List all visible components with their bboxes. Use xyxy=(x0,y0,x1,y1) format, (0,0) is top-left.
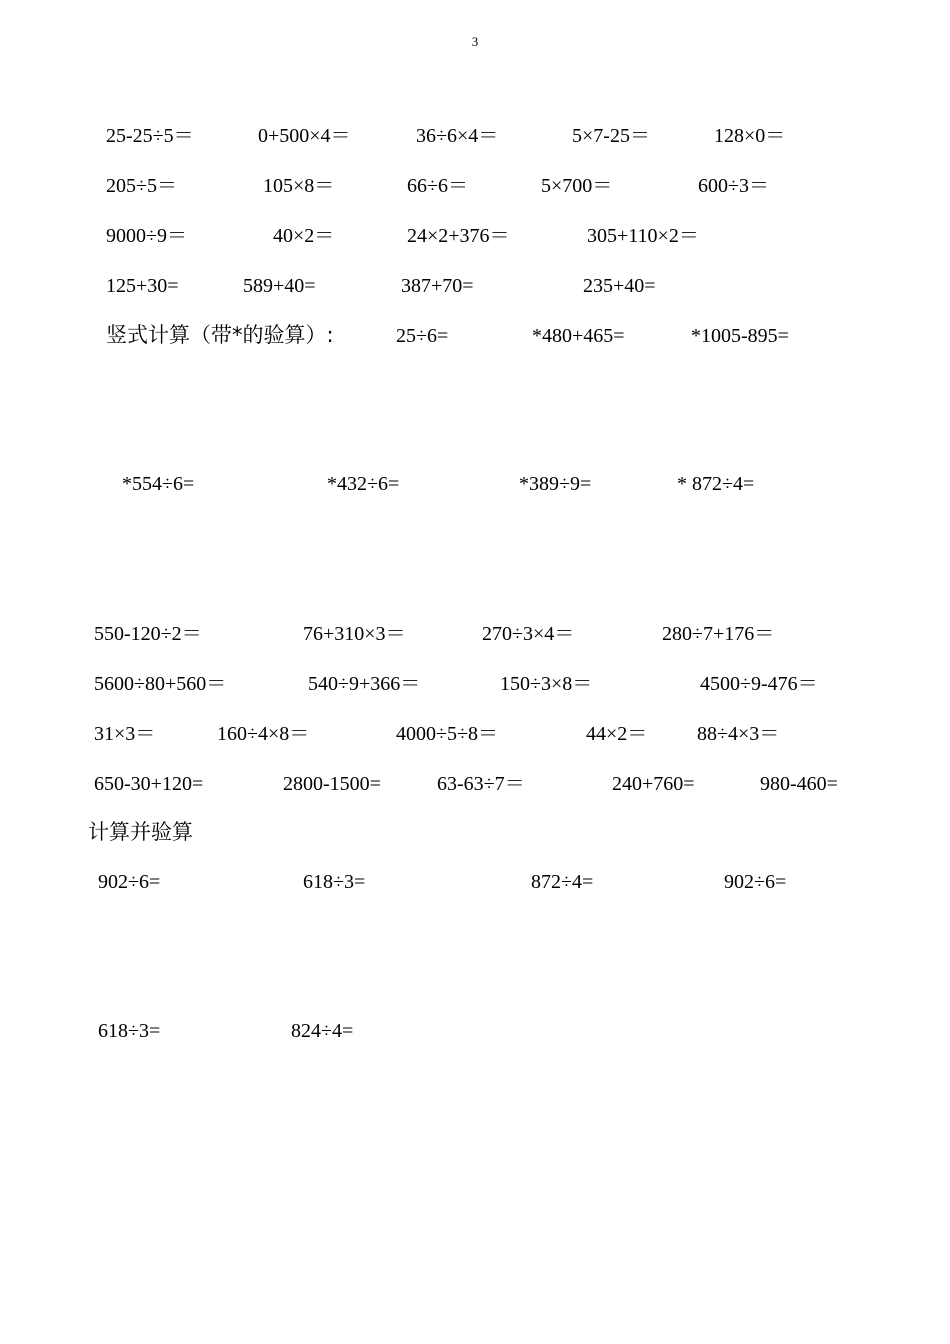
problem: 589+40= xyxy=(243,275,316,297)
problem: 205÷5＝ xyxy=(106,175,177,197)
problem: 618÷3= xyxy=(303,871,366,893)
problem-row xyxy=(0,321,950,351)
problem: 280÷7+176＝ xyxy=(662,623,775,645)
problem: 44×2＝ xyxy=(586,723,648,745)
problem: 76+310×3＝ xyxy=(303,623,406,645)
problem: 618÷3= xyxy=(98,1020,161,1042)
problem: 4500÷9-476＝ xyxy=(700,673,818,695)
problem: 5×700＝ xyxy=(541,175,613,197)
problem: *1005-895= xyxy=(691,325,789,347)
problem: *389÷9= xyxy=(519,473,592,495)
problem: 540÷9+366＝ xyxy=(308,673,421,695)
problem-row xyxy=(0,769,950,799)
problem: 240+760= xyxy=(612,773,695,795)
problem: 2800-1500= xyxy=(283,773,381,795)
problem-row xyxy=(0,171,950,201)
problem-row xyxy=(0,221,950,251)
problem: 387+70= xyxy=(401,275,474,297)
problem: 650-30+120= xyxy=(94,773,204,795)
problem: 9000÷9＝ xyxy=(106,225,187,247)
problem: 235+40= xyxy=(583,275,656,297)
problem: 63-63÷7＝ xyxy=(437,773,525,795)
problem: 600÷3＝ xyxy=(698,175,769,197)
problem-row xyxy=(0,867,950,897)
problem: *432÷6= xyxy=(327,473,400,495)
problem: 270÷3×4＝ xyxy=(482,623,575,645)
problem: 31×3＝ xyxy=(94,723,156,745)
problem: 150÷3×8＝ xyxy=(500,673,593,695)
problem: 872÷4= xyxy=(531,871,594,893)
problem-row xyxy=(0,1016,950,1046)
problem: 25-25÷5＝ xyxy=(106,125,194,147)
problem: 980-460= xyxy=(760,773,838,795)
problem: 5×7-25＝ xyxy=(572,125,650,147)
problem: 25÷6= xyxy=(396,325,449,347)
problem: 125+30= xyxy=(106,275,179,297)
problem-row xyxy=(0,669,950,699)
problem: 4000÷5÷8＝ xyxy=(396,723,498,745)
problem: 902÷6= xyxy=(724,871,787,893)
problem: 66÷6＝ xyxy=(407,175,468,197)
section-heading-vertical-calc: 竖式计算（带*的验算）: xyxy=(106,323,334,347)
problem: *554÷6= xyxy=(122,473,195,495)
problem: 824÷4= xyxy=(291,1020,354,1042)
problem: *480+465= xyxy=(532,325,625,347)
problem: 128×0＝ xyxy=(714,125,786,147)
problem: 5600÷80+560＝ xyxy=(94,673,227,695)
problem-row xyxy=(0,121,950,151)
problem: 40×2＝ xyxy=(273,225,335,247)
problem-row xyxy=(0,469,950,499)
problem-row xyxy=(0,619,950,649)
section-heading-calc-and-verify: 计算并验算 xyxy=(88,820,193,844)
problem: 0+500×4＝ xyxy=(258,125,351,147)
problem-row xyxy=(0,719,950,749)
problem: 24×2+376＝ xyxy=(407,225,510,247)
problem: 105×8＝ xyxy=(263,175,335,197)
problem: 550-120÷2＝ xyxy=(94,623,202,645)
problem: 160÷4×8＝ xyxy=(217,723,310,745)
problem: * 872÷4= xyxy=(677,473,755,495)
page-number: 3 xyxy=(471,34,479,49)
problem: 305+110×2＝ xyxy=(587,225,699,247)
problem: 902÷6= xyxy=(98,871,161,893)
problem: 88÷4×3＝ xyxy=(697,723,780,745)
problem-row xyxy=(0,271,950,301)
problem: 36÷6×4＝ xyxy=(416,125,499,147)
